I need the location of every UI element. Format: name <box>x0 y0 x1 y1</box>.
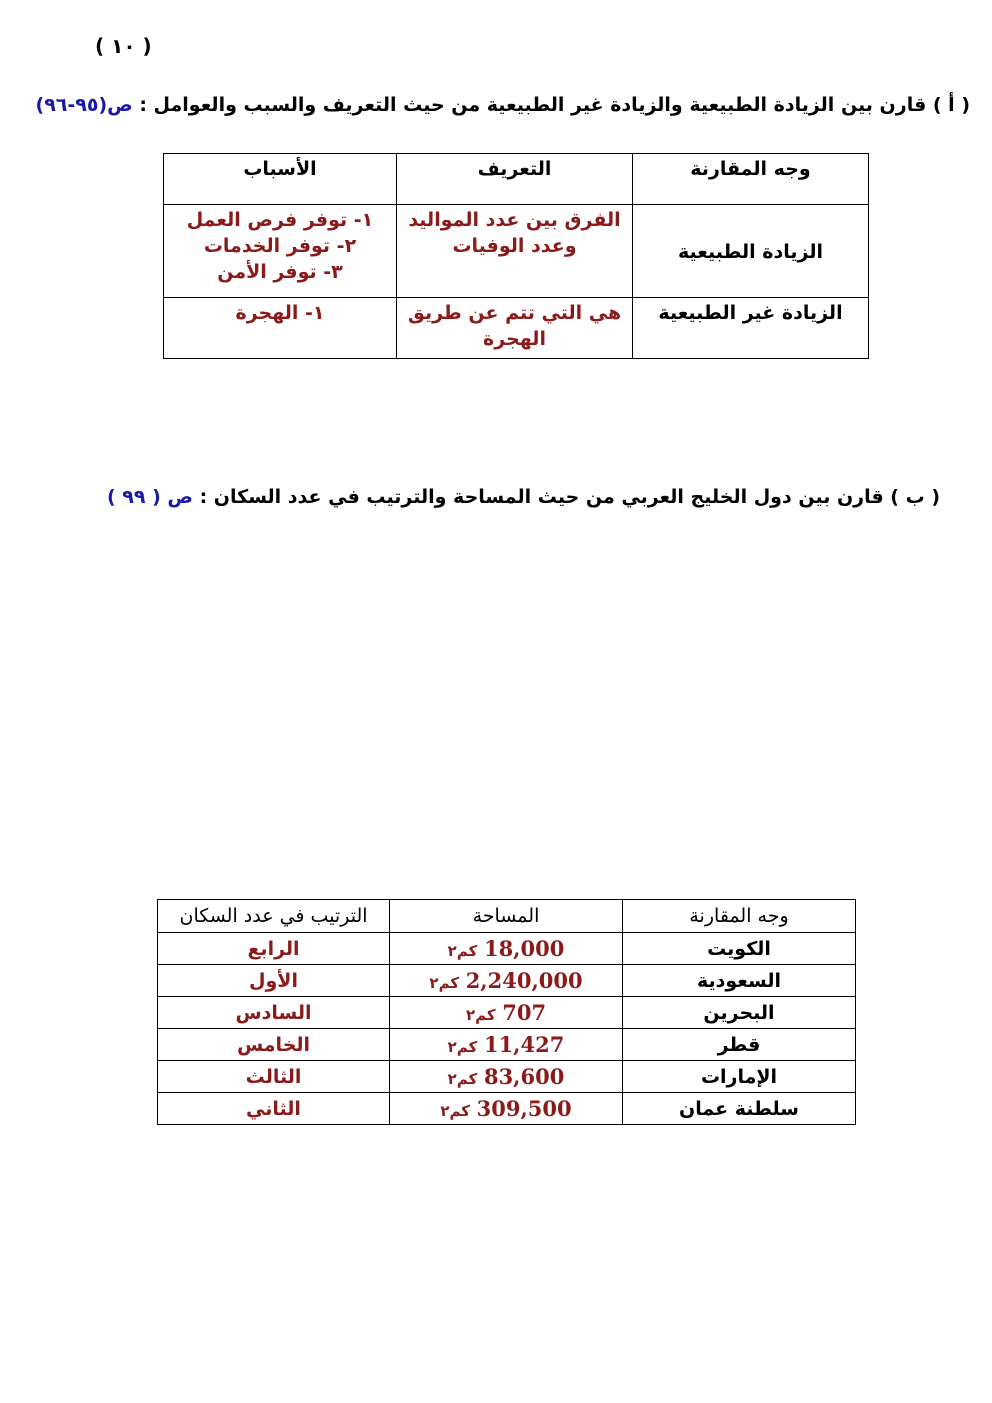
rank-cell: الثالث <box>158 1061 390 1093</box>
table-header-row <box>164 154 869 205</box>
causes-cell <box>164 298 397 359</box>
question-b-text: ( ب ) قارن بين دول الخليج العربي من حيث المساحة والترتيب في عدد السكان : <box>192 486 940 508</box>
gulf-states-comparison-table <box>157 899 856 1125</box>
header-area: المساحة <box>390 900 623 933</box>
table-row <box>158 1029 856 1061</box>
table-row <box>164 298 869 359</box>
question-a-page-ref: ص(٩٥-٩٦) <box>35 94 133 116</box>
country-cell: الكويت <box>623 933 856 965</box>
area-value: 83,600 <box>483 1064 565 1089</box>
country-cell: السعودية <box>623 965 856 997</box>
row-label: الزيادة الطبيعية <box>633 205 869 298</box>
area-cell <box>390 1061 623 1093</box>
rank-cell: الرابع <box>158 933 390 965</box>
table-row <box>158 933 856 965</box>
area-value: 707 <box>502 1000 547 1025</box>
area-value: 11,427 <box>483 1032 565 1057</box>
header-causes: الأسباب <box>164 154 397 205</box>
question-b-page-ref: ص ( ٩٩ ) <box>106 486 193 508</box>
country-cell: الإمارات <box>623 1061 856 1093</box>
rank-cell: الخامس <box>158 1029 390 1061</box>
area-unit: كم٢ <box>429 974 460 992</box>
country-cell: البحرين <box>623 997 856 1029</box>
question-a <box>36 94 971 116</box>
cause-item: ٣- توفر الأمن <box>217 261 343 283</box>
area-cell <box>390 997 623 1029</box>
definition-line: الفرق بين عدد المواليد <box>408 209 621 231</box>
header-comparison-aspect: وجه المقارنة <box>633 154 869 205</box>
header-definition: التعريف <box>397 154 633 205</box>
country-cell: قطر <box>623 1029 856 1061</box>
table-row <box>158 1093 856 1125</box>
cause-item: ١- الهجرة <box>235 302 325 324</box>
area-value: 2,240,000 <box>465 968 583 993</box>
page-number: ( ١٠ ) <box>95 34 152 58</box>
table-row <box>158 1061 856 1093</box>
area-value: 309,500 <box>476 1096 572 1121</box>
area-unit: كم٢ <box>447 1038 478 1056</box>
definition-line: وعدد الوفيات <box>452 235 577 257</box>
table-row <box>158 965 856 997</box>
causes-cell <box>164 205 397 298</box>
area-cell <box>390 1029 623 1061</box>
area-value: 18,000 <box>483 936 565 961</box>
country-cell: سلطنة عمان <box>623 1093 856 1125</box>
row-label: الزيادة غير الطبيعية <box>633 298 869 359</box>
area-cell <box>390 1093 623 1125</box>
area-cell <box>390 965 623 997</box>
cause-item: ٢- توفر الخدمات <box>203 235 357 257</box>
area-cell <box>390 933 623 965</box>
area-unit: كم٢ <box>447 942 478 960</box>
cause-item: ١- توفر فرص العمل <box>186 209 374 231</box>
definition-cell <box>397 298 633 359</box>
table-row <box>164 205 869 298</box>
rank-cell: الثاني <box>158 1093 390 1125</box>
table-header-row <box>158 900 856 933</box>
definition-line: الهجرة <box>483 328 546 350</box>
area-unit: كم٢ <box>465 1006 496 1024</box>
rank-cell: السادس <box>158 997 390 1029</box>
definition-cell <box>397 205 633 298</box>
rank-cell: الأول <box>158 965 390 997</box>
definition-line: هي التي تتم عن طريق <box>407 302 622 324</box>
area-unit: كم٢ <box>447 1070 478 1088</box>
header-comparison-aspect: وجه المقارنة <box>623 900 856 933</box>
area-unit: كم٢ <box>440 1102 471 1120</box>
table-row <box>158 997 856 1029</box>
question-b <box>107 486 940 508</box>
header-population-rank: الترتيب في عدد السكان <box>158 900 390 933</box>
question-a-text: ( أ ) قارن بين الزيادة الطبيعية والزيادة غير الطبيعية من حيث التعريف والسبب والعوامل : <box>132 94 970 116</box>
natural-increase-comparison-table <box>163 153 869 359</box>
